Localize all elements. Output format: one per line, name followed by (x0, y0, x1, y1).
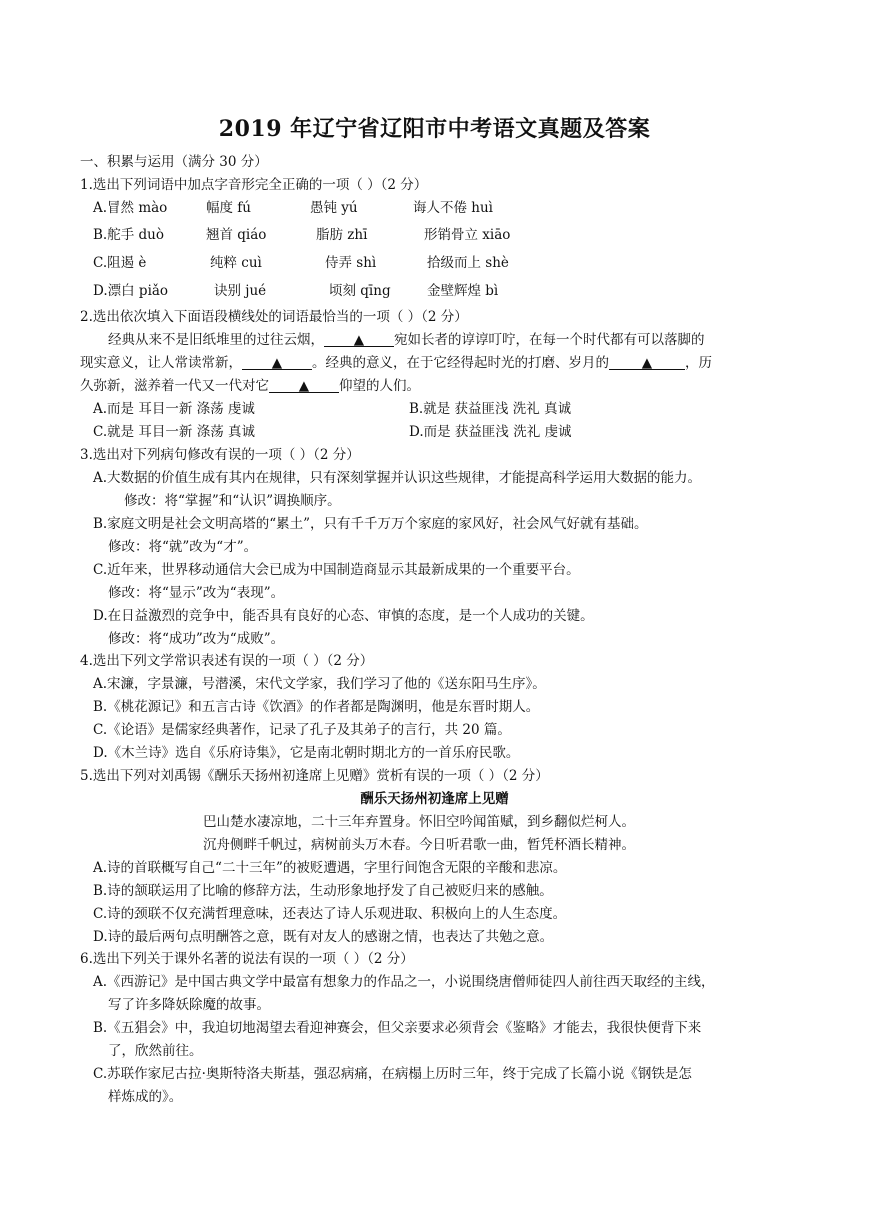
q3-option-d-fix: 修改：将“成功”改为“成败”。 (108, 631, 285, 647)
blank-marker: ▲ (324, 331, 394, 347)
question-5-stem: 5.选出下列对刘禹锡《酬乐天扬州初逢席上见赠》赏析有误的一项（ ）（2 分） (80, 768, 549, 784)
q6-option-b-line-1: B.《五猖会》中，我迫切地渴望去看迎神赛会，但父亲要求必须背会《鉴略》才能去，我很快便背下来 (93, 1020, 702, 1036)
q3-option-c-fix: 修改：将“显示”改为“表现”。 (108, 585, 285, 601)
q2-option-b: B.就是 获益匪浅 洗礼 真诚 (409, 401, 572, 417)
q5-option-d: D.诗的最后两句点明酬答之意，既有对友人的感谢之情，也表达了共勉之意。 (93, 929, 554, 945)
q1-option-a-2: 幅度 fú (206, 200, 251, 216)
q5-option-c: C.诗的颈联不仅充满哲理意味，还表达了诗人乐观进取、积极向上的人生态度。 (93, 906, 567, 922)
q5-option-a: A.诗的首联概写自己“二十三年”的被贬遭遇，字里行间饱含无限的辛酸和悲凉。 (93, 860, 567, 876)
q1-option-c-4: 拾级而上 shè (427, 255, 509, 271)
q1-option-d-3: 顷刻 qīng (329, 283, 391, 299)
q3-option-a-fix: 修改：将“掌握”和“认识”调换顺序。 (124, 493, 341, 509)
blank-marker: ▲ (269, 377, 339, 393)
question-4-stem: 4.选出下列文学常识表述有误的一项（ ）（2 分） (80, 653, 374, 669)
q6-option-a-line-2: 写了许多降妖除魔的故事。 (108, 997, 270, 1013)
q1-option-a-3: 愚钝 yú (310, 200, 358, 216)
q6-option-a-line-1: A.《西游记》是中国古典文学中最富有想象力的作品之一，小说围绕唐僧师徒四人前往西天取经的主线， (93, 974, 715, 990)
q2-passage-line-2 (80, 354, 712, 372)
q3-option-b: B.家庭文明是社会文明高塔的“累土”，只有千千万万个家庭的家风好，社会风气好就有基础。 (93, 516, 648, 532)
q4-option-c: C.《论语》是儒家经典著作，记录了孔子及其弟子的言行，共 20 篇。 (93, 722, 511, 738)
q2-passage-text-4: 。经典的意义，在于它经得起时光的打磨、岁月的 (312, 355, 609, 371)
q2-passage-text-1: 经典从来不是旧纸堆里的过往云烟， (108, 332, 324, 348)
q1-option-b-1: B.舵手 duò (93, 227, 164, 243)
blank-marker: ▲ (609, 354, 685, 370)
q5-option-b: B.诗的颔联运用了比喻的修辞方法，生动形象地抒发了自己被贬归来的感触。 (93, 883, 553, 899)
q2-passage-text-7: 仰望的人们。 (339, 378, 420, 394)
poem-title: 酬乐天扬州初逢席上见赠 (360, 791, 509, 807)
q3-option-b-fix: 修改：将“就”改为“才”。 (108, 539, 258, 555)
q6-option-c-line-2: 样炼成的》。 (108, 1089, 183, 1105)
question-2-stem: 2.选出依次填入下面语段横线处的词语最恰当的一项（ ）（2 分） (80, 309, 468, 325)
q1-option-b-3: 脂肪 zhī (316, 227, 368, 243)
q4-option-d: D.《木兰诗》选自《乐府诗集》，它是南北朝时期北方的一首乐府民歌。 (93, 745, 520, 761)
q4-option-a: A.宋濂，字景濂，号潜溪，宋代文学家，我们学习了他的《送东阳马生序》。 (93, 676, 546, 692)
question-3-stem: 3.选出对下列病句修改有误的一项（ ）（2 分） (80, 447, 360, 463)
q1-option-d-4: 金壁辉煌 bì (427, 283, 499, 299)
question-6-stem: 6.选出下列关于课外名著的说法有误的一项（ ）（2 分） (80, 951, 414, 967)
q2-passage-line-1 (108, 331, 705, 349)
poem-line-1: 巴山楚水凄凉地，二十三年弃置身。怀旧空吟闻笛赋，到乡翻似烂柯人。 (203, 814, 635, 830)
q2-option-d: D.而是 获益匪浅 洗礼 虔诚 (409, 424, 572, 440)
q2-passage-text-2: 宛如长者的谆谆叮咛，在每一个时代都有可以落脚的 (394, 332, 705, 348)
q1-option-b-4: 形销骨立 xiāo (424, 227, 511, 243)
q6-option-b-line-2: 了，欣然前往。 (108, 1043, 203, 1059)
q1-option-c-3: 侍弄 shì (325, 255, 377, 271)
q1-option-c-1: C.阻遏 è (93, 255, 147, 271)
blank-marker: ▲ (242, 354, 312, 370)
q2-passage-text-3: 现实意义，让人常读常新， (80, 355, 242, 371)
q3-option-c: C.近年来，世界移动通信大会已成为中国制造商显示其最新成果的一个重要平台。 (93, 562, 580, 578)
q3-option-a: A.大数据的价值生成有其内在规律，只有深刻掌握并认识这些规律，才能提高科学运用大数据的能力。 (93, 470, 702, 486)
q1-option-d-2: 诀别 jué (214, 283, 267, 299)
q3-option-d: D.在日益激烈的竞争中，能否具有良好的心态、审慎的态度，是一个人成功的关键。 (93, 608, 594, 624)
q6-option-c-line-1: C.苏联作家尼古拉·奥斯特洛夫斯基，强忍病痛，在病榻上历时三年，终于完成了长篇小说《钢铁是怎 (93, 1066, 692, 1082)
q1-option-d-1: D.漂白 piǎo (93, 283, 169, 299)
q1-option-a-1: A.冒然 mào (93, 200, 168, 216)
q2-option-c: C.就是 耳目一新 涤荡 真诚 (93, 424, 256, 440)
section-heading: 一、积累与运用（满分 30 分） (80, 154, 268, 170)
page-title: 2019 年辽宁省辽阳市中考语文真题及答案 (218, 116, 651, 142)
q4-option-b: B.《桃花源记》和五言古诗《饮酒》的作者都是陶渊明，他是东晋时期人。 (93, 699, 540, 715)
q1-option-c-2: 纯粹 cuì (210, 255, 262, 271)
poem-line-2: 沉舟侧畔千帆过，病树前头万木春。今日听君歌一曲，暂凭杯酒长精神。 (203, 837, 635, 853)
q1-option-b-2: 翘首 qiáo (206, 227, 267, 243)
q2-passage-text-6: 久弥新，滋养着一代又一代对它 (80, 378, 269, 394)
q2-option-a: A.而是 耳目一新 涤荡 虔诚 (93, 401, 255, 417)
q1-option-a-4: 诲人不倦 huì (413, 200, 493, 216)
q2-passage-text-5: ，历 (685, 355, 712, 371)
question-1-stem: 1.选出下列词语中加点字音形完全正确的一项（ ）（2 分） (80, 177, 428, 193)
q2-passage-line-3 (80, 377, 420, 395)
